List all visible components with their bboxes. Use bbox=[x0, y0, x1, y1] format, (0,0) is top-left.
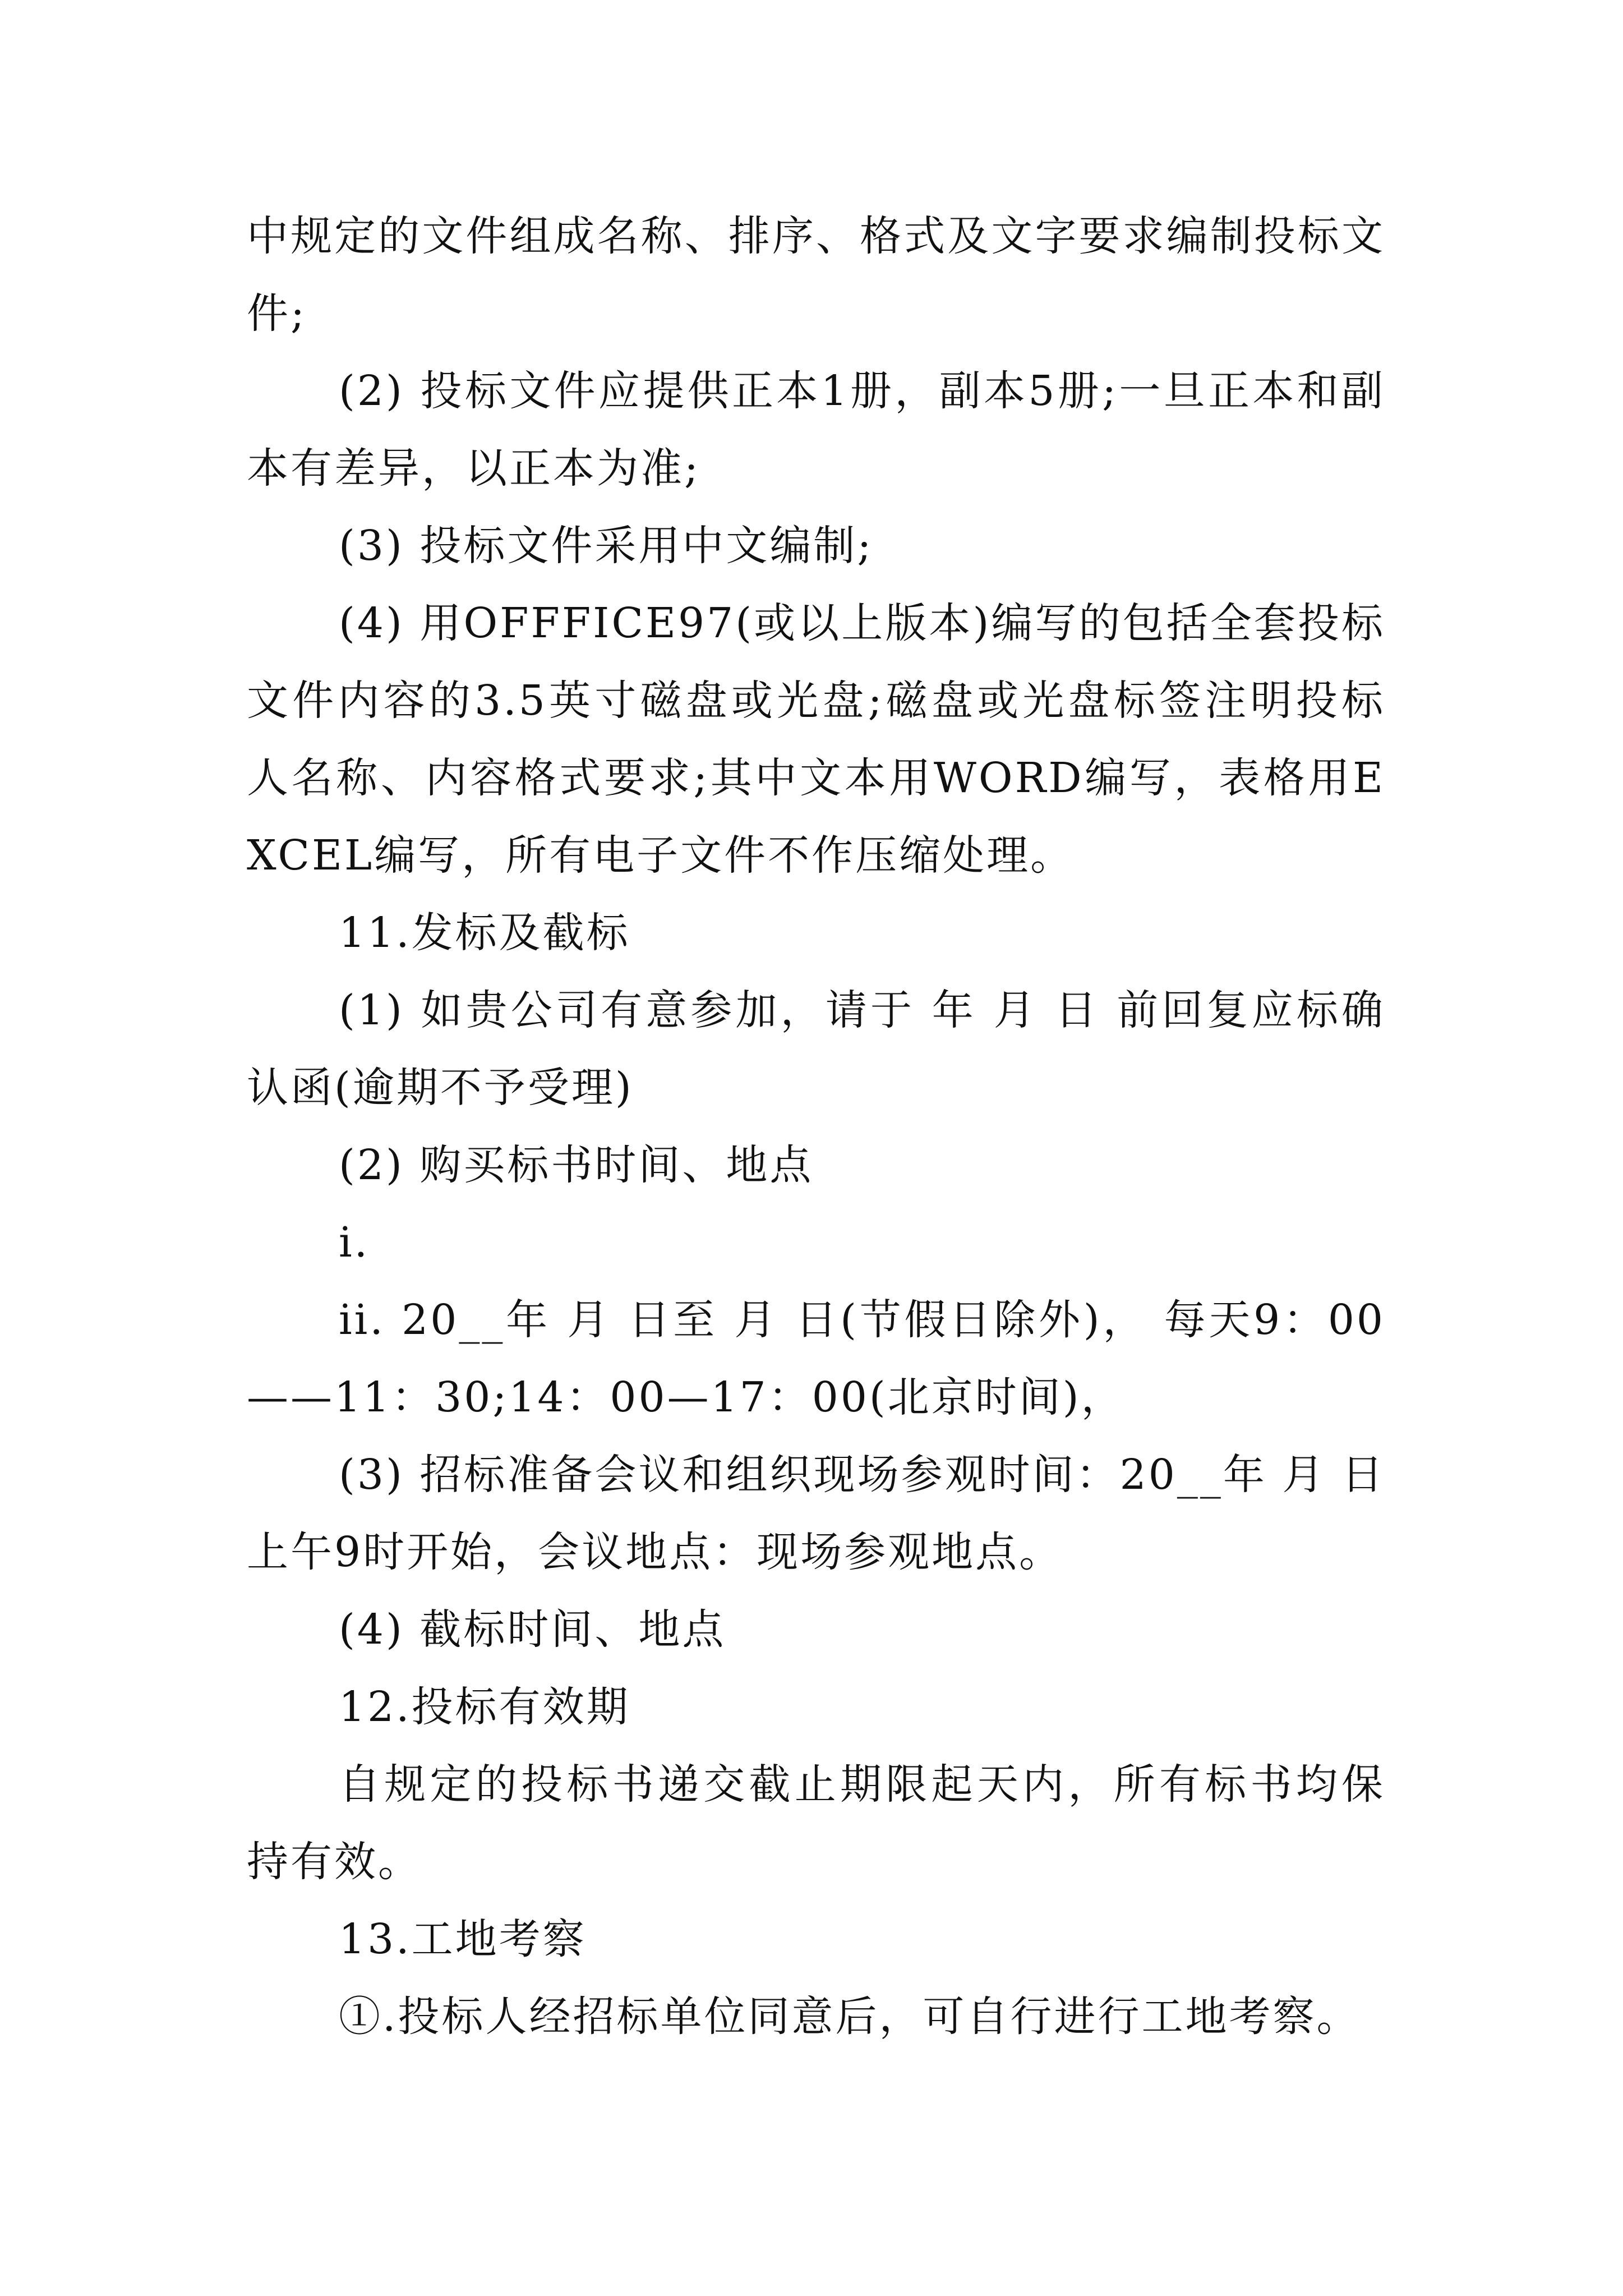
section-heading-13: 13.工地考察 bbox=[339, 1915, 587, 1963]
paragraph-item-3-language: (3) 投标文件采用中文编制; bbox=[339, 522, 874, 570]
paragraph-11-item-2-i: i. bbox=[339, 1218, 370, 1267]
paragraph-11-item-1: (1) 如贵公司有意参加，请于 年 月 日 前回复应标确认函(逾期不予受理) bbox=[247, 986, 1385, 1112]
paragraph-11-item-3: (3) 招标准备会议和组织现场参观时间：20__年 月 日上午9时开始，会议地点：现场参观地点。 bbox=[247, 1451, 1385, 1576]
paragraph-item-4-electronic-files: (4) 用OFFFICE97(或以上版本)编写的包括全套投标文件内容的3.5英寸磁盘或光盘;磁盘或光盘标签注明投标人名称、内容格式要求;其中文本用WORD编写，表格用EXCEL编写，所有电子文件不作压缩处理。 bbox=[247, 599, 1385, 880]
paragraph-11-item-2: (2) 购买标书时间、地点 bbox=[339, 1141, 814, 1189]
paragraph-11-item-2-ii: ii. 20__年 月 日至 月 日(节假日除外)， 每天9：00——11：30;14：00—17：00(北京时间)， bbox=[247, 1296, 1385, 1421]
paragraph-11-item-4: (4) 截标时间、地点 bbox=[339, 1605, 726, 1654]
section-heading-12: 12.投标有效期 bbox=[339, 1683, 630, 1731]
section-heading-11: 11.发标及截标 bbox=[339, 909, 630, 957]
paragraph-file-format-requirements: 中规定的文件组成名称、排序、格式及文字要求编制投标文件; bbox=[247, 212, 1385, 338]
paragraph-12-validity: 自规定的投标书递交截止期限起天内，所有标书均保持有效。 bbox=[247, 1760, 1385, 1886]
paragraph-13-item-1: ①.投标人经招标单位同意后，可自行进行工地考察。 bbox=[339, 1993, 1361, 2041]
paragraph-item-2-copies: (2) 投标文件应提供正本1册，副本5册;一旦正本和副本有差异，以正本为准; bbox=[247, 367, 1385, 493]
document-body bbox=[247, 197, 1385, 2055]
